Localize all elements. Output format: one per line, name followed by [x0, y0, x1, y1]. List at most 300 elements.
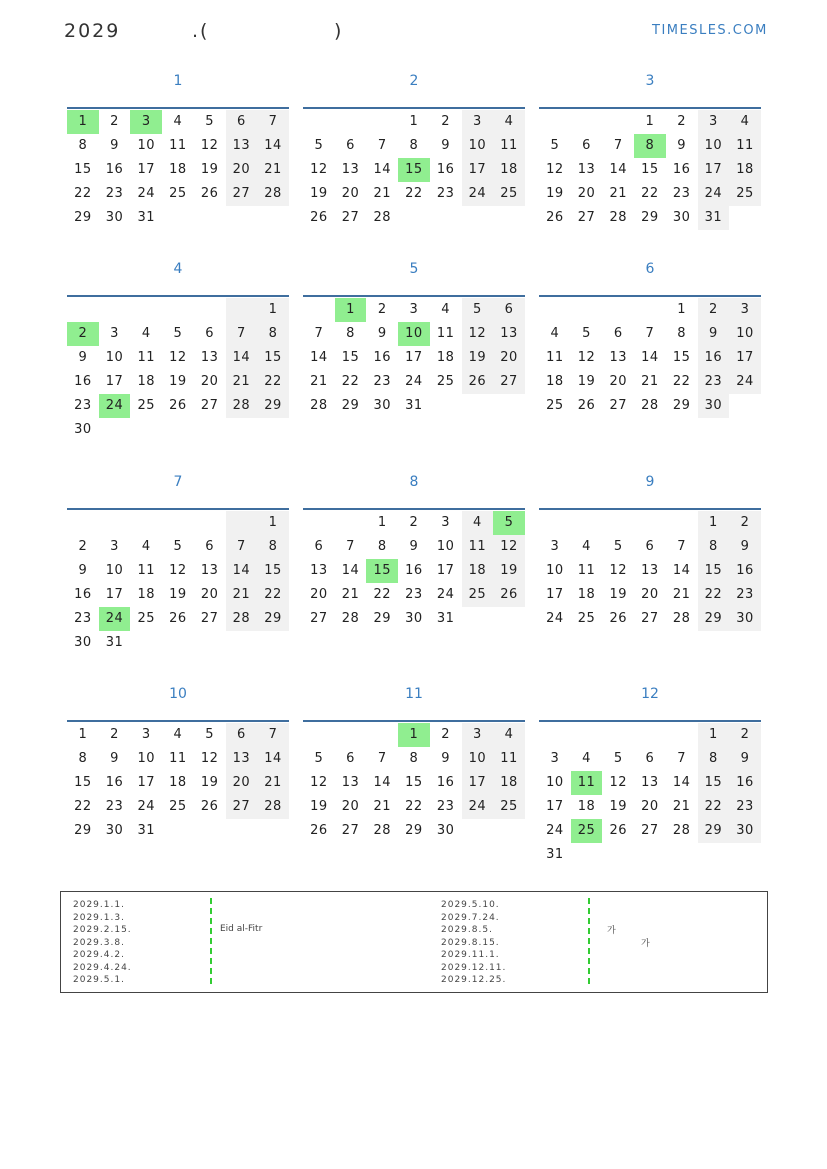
month-grid: [67, 720, 289, 838]
calendar-day: 25: [462, 583, 494, 607]
calendar-day: 26: [577, 398, 596, 413]
calendar-day: 20: [609, 374, 627, 389]
calendar-day: 9: [78, 563, 88, 578]
calendar-day: 21: [341, 587, 360, 602]
calendar-day: 21: [373, 186, 391, 201]
calendar-day: 29: [672, 398, 691, 413]
calendar-day: 19: [462, 346, 494, 370]
holiday-day: 15: [366, 559, 398, 583]
calendar-day: 11: [169, 138, 187, 153]
month-grid: [539, 508, 761, 626]
calendar-day: 15: [341, 350, 360, 365]
calendar-day: 22: [698, 795, 730, 819]
calendar-day: 16: [729, 559, 761, 583]
calendar-day: 3: [550, 751, 560, 766]
calendar-day: 6: [582, 138, 591, 153]
calendar-day: 17: [462, 158, 494, 182]
calendar-day: 16: [436, 775, 455, 790]
holiday-day: 1: [335, 298, 367, 322]
calendar-day: 23: [373, 374, 391, 389]
calendar-day: 26: [609, 611, 627, 626]
calendar-day: 4: [141, 326, 151, 341]
holiday-day: 5: [493, 511, 525, 535]
calendar-day: 13: [226, 747, 258, 771]
calendar-day: 26: [609, 823, 627, 838]
calendar-day: 28: [310, 398, 328, 413]
month-title: 2: [409, 73, 419, 89]
calendar-day: 28: [341, 611, 360, 626]
calendar-day: 9: [698, 322, 730, 346]
calendar-day: 24: [729, 370, 761, 394]
legend-right-dates: [441, 899, 506, 987]
calendar-day: 12: [310, 775, 328, 790]
calendar-day: 29: [257, 394, 289, 418]
calendar-day: 30: [105, 210, 124, 225]
calendar-day: 17: [137, 162, 155, 177]
calendar-day: 15: [641, 162, 659, 177]
calendar-day: 13: [200, 350, 219, 365]
calendar-day: 21: [226, 370, 258, 394]
calendar-day: 13: [493, 322, 525, 346]
calendar-day: 10: [462, 747, 494, 771]
brand-logo-link[interactable]: TIMESLES.COM: [652, 23, 768, 38]
calendar-day: 11: [493, 747, 525, 771]
calendar-day: 29: [405, 823, 423, 838]
calendar-day: 5: [550, 138, 560, 153]
legend-right-note-2: 가: [641, 939, 650, 949]
month-grid: [303, 720, 525, 838]
calendar-day: 17: [436, 563, 455, 578]
calendar-day: 18: [729, 158, 761, 182]
calendar-day: 6: [493, 298, 525, 322]
legend-right-note-1: 가: [607, 926, 616, 936]
month-title: 5: [409, 261, 419, 277]
calendar-day: 2: [441, 727, 451, 742]
calendar-day: 24: [436, 587, 455, 602]
calendar-day: 13: [641, 775, 659, 790]
calendar-day: 26: [169, 611, 187, 626]
calendar-day: 25: [729, 182, 761, 206]
calendar-day: 16: [74, 374, 92, 389]
calendar-day: 25: [137, 611, 155, 626]
calendar-day: 19: [200, 775, 219, 790]
calendar-day: 7: [677, 539, 687, 554]
calendar-day: 29: [341, 398, 360, 413]
calendar-day: 26: [200, 186, 219, 201]
calendar-day: 11: [493, 134, 525, 158]
calendar-day: 10: [729, 322, 761, 346]
calendar-day: 31: [698, 206, 730, 230]
calendar-day: 22: [698, 583, 730, 607]
calendar-day: 18: [169, 775, 187, 790]
calendar-day: 12: [609, 563, 627, 578]
legend-right-date: 2029.11.1.: [441, 950, 500, 960]
calendar-day: 17: [462, 771, 494, 795]
calendar-day: 16: [436, 162, 455, 177]
calendar-day: 8: [409, 751, 419, 766]
calendar-day: 24: [137, 186, 155, 201]
legend-right-date: 2029.7.24.: [441, 912, 500, 923]
calendar-day: 10: [137, 751, 155, 766]
calendar-day: 4: [729, 110, 761, 134]
calendar-day: 9: [729, 535, 761, 559]
calendar-day: 11: [577, 563, 596, 578]
calendar-day: 17: [546, 799, 564, 814]
calendar-day: 12: [200, 751, 219, 766]
calendar-day: 27: [577, 210, 596, 225]
calendar-day: 19: [200, 162, 219, 177]
calendar-day: 27: [200, 398, 219, 413]
calendar-day: 23: [105, 799, 124, 814]
calendar-day: 7: [257, 110, 289, 134]
calendar-day: 6: [645, 539, 655, 554]
calendar-day: 18: [546, 374, 564, 389]
calendar-day: 29: [74, 823, 92, 838]
legend-left-divider: [210, 898, 214, 984]
calendar-day: 3: [462, 723, 494, 747]
calendar-day: 11: [436, 326, 455, 341]
calendar-day: 2: [78, 539, 88, 554]
calendar-day: 6: [346, 138, 355, 153]
calendar-day: 15: [74, 775, 92, 790]
calendar-day: 29: [74, 210, 92, 225]
calendar-day: 7: [377, 138, 387, 153]
calendar-day: 1: [78, 727, 88, 742]
calendar-day: 28: [672, 823, 691, 838]
calendar-day: 21: [672, 587, 691, 602]
page-header: [64, 20, 344, 42]
calendar-day: 4: [462, 511, 494, 535]
calendar-day: 22: [405, 186, 423, 201]
calendar-day: 14: [641, 350, 659, 365]
holiday-day: 8: [634, 134, 666, 158]
legend-left-date: 2029.1.1.: [73, 900, 125, 910]
calendar-day: 25: [493, 795, 525, 819]
calendar-day: 25: [436, 374, 455, 389]
calendar-day: 15: [698, 559, 730, 583]
calendar-day: 21: [672, 799, 691, 814]
calendar-day: 3: [141, 727, 151, 742]
calendar-day: 19: [546, 186, 564, 201]
calendar-day: 5: [613, 539, 623, 554]
calendar-day: 19: [169, 374, 187, 389]
calendar-day: 6: [205, 539, 215, 554]
calendar-day: 28: [226, 394, 258, 418]
calendar-day: 13: [226, 134, 258, 158]
calendar-day: 24: [405, 374, 423, 389]
month-title: 8: [409, 474, 419, 490]
month-title: 6: [645, 261, 655, 277]
calendar-day: 26: [546, 210, 564, 225]
month-grid: [303, 295, 525, 413]
calendar-day: 9: [409, 539, 419, 554]
month-grid: [539, 720, 761, 862]
calendar-day: 11: [729, 134, 761, 158]
holiday-legend: [60, 891, 768, 993]
calendar-day: 27: [641, 823, 659, 838]
header-year: 2029: [64, 20, 121, 42]
calendar-day: 19: [169, 587, 187, 602]
calendar-day: 23: [698, 370, 730, 394]
calendar-day: 6: [314, 539, 324, 554]
month-title: 12: [641, 686, 659, 702]
calendar-day: 20: [200, 587, 219, 602]
legend-right-date: 2029.12.25.: [441, 975, 507, 985]
calendar-day: 6: [613, 326, 623, 341]
calendar-day: 16: [405, 563, 423, 578]
holiday-day: 2: [67, 322, 99, 346]
calendar-day: 6: [645, 751, 655, 766]
month-grid: [539, 295, 761, 413]
calendar-day: 18: [436, 350, 455, 365]
calendar-day: 5: [462, 298, 494, 322]
holiday-day: 24: [99, 394, 131, 418]
calendar-day: 7: [226, 322, 258, 346]
calendar-day: 10: [105, 563, 124, 578]
calendar-day: 31: [546, 847, 564, 862]
legend-left-date: 2029.1.3.: [73, 912, 125, 923]
calendar-day: 2: [729, 723, 761, 747]
calendar-day: 28: [257, 795, 289, 819]
calendar-day: 16: [729, 771, 761, 795]
month-grid: [67, 107, 289, 225]
calendar-day: 8: [257, 535, 289, 559]
calendar-day: 28: [373, 823, 391, 838]
calendar-day: 10: [546, 563, 564, 578]
calendar-day: 17: [729, 346, 761, 370]
calendar-day: 8: [677, 326, 687, 341]
calendar-day: 10: [462, 134, 494, 158]
calendar-day: 20: [341, 186, 360, 201]
calendar-day: 26: [310, 210, 328, 225]
calendar-day: 23: [672, 186, 691, 201]
calendar-day: 11: [137, 563, 155, 578]
calendar-day: 24: [462, 795, 494, 819]
legend-right-date: 2029.12.11.: [441, 962, 507, 973]
calendar-day: 19: [577, 374, 596, 389]
holiday-day: 25: [571, 819, 603, 843]
legend-left-date: 2029.3.8.: [73, 937, 125, 948]
calendar-day: 8: [698, 535, 730, 559]
holiday-day: 3: [130, 110, 162, 134]
calendar-day: 1: [677, 302, 687, 317]
calendar-day: 31: [137, 823, 155, 838]
legend-right-date: 2029.5.10.: [441, 900, 500, 910]
calendar-day: 4: [493, 723, 525, 747]
calendar-day: 8: [377, 539, 387, 554]
calendar-day: 5: [582, 326, 591, 341]
calendar-day: 7: [377, 751, 387, 766]
calendar-day: 30: [729, 607, 761, 631]
calendar-day: 24: [137, 799, 155, 814]
calendar-day: 21: [310, 374, 328, 389]
calendar-day: 12: [462, 322, 494, 346]
calendar-day: 16: [105, 162, 124, 177]
calendar-day: 22: [641, 186, 659, 201]
calendar-day: 21: [641, 374, 659, 389]
calendar-day: 17: [698, 158, 730, 182]
calendar-day: 3: [110, 539, 119, 554]
weekend-blank: [226, 298, 258, 322]
calendar-day: 5: [314, 138, 324, 153]
calendar-day: 8: [257, 322, 289, 346]
calendar-day: 16: [373, 350, 391, 365]
calendar-day: 26: [310, 823, 328, 838]
calendar-day: 9: [729, 747, 761, 771]
calendar-day: 30: [105, 823, 124, 838]
calendar-day: 27: [310, 611, 328, 626]
month-title: 10: [169, 686, 187, 702]
calendar-day: 15: [672, 350, 691, 365]
calendar-day: 28: [226, 607, 258, 631]
calendar-day: 18: [137, 374, 155, 389]
month-grid: [303, 508, 525, 626]
month-title: 7: [173, 474, 183, 490]
calendar-day: 31: [436, 611, 455, 626]
legend-left-note: Eid al-Fitr: [220, 924, 263, 934]
calendar-day: 3: [110, 326, 119, 341]
calendar-day: 21: [373, 799, 391, 814]
calendar-day: 2: [441, 114, 451, 129]
calendar-day: 18: [577, 587, 596, 602]
calendar-day: 18: [462, 559, 494, 583]
calendar-day: 19: [609, 799, 627, 814]
calendar-day: 1: [257, 298, 289, 322]
calendar-day: 4: [550, 326, 560, 341]
calendar-day: 3: [729, 298, 761, 322]
calendar-day: 20: [641, 587, 659, 602]
calendar-day: 5: [613, 751, 623, 766]
calendar-day: 23: [436, 799, 455, 814]
calendar-day: 17: [105, 587, 124, 602]
calendar-day: 8: [78, 138, 88, 153]
calendar-day: 12: [169, 350, 187, 365]
calendar-day: 9: [377, 326, 387, 341]
holiday-day: 1: [398, 723, 430, 747]
calendar-day: 9: [441, 138, 451, 153]
calendar-day: 27: [341, 823, 360, 838]
calendar-day: 6: [205, 326, 215, 341]
calendar-day: 22: [341, 374, 360, 389]
calendar-day: 12: [169, 563, 187, 578]
calendar-day: 30: [373, 398, 391, 413]
calendar-day: 24: [546, 611, 564, 626]
calendar-day: 7: [677, 751, 687, 766]
calendar-day: 22: [74, 186, 92, 201]
month-title: 3: [645, 73, 655, 89]
calendar-day: 23: [405, 587, 423, 602]
calendar-day: 20: [341, 799, 360, 814]
calendar-day: 11: [462, 535, 494, 559]
calendar-day: 14: [257, 747, 289, 771]
calendar-day: 6: [226, 110, 258, 134]
calendar-day: 22: [257, 583, 289, 607]
holiday-day: 24: [99, 607, 131, 631]
calendar-day: 12: [577, 350, 596, 365]
calendar-day: 1: [645, 114, 655, 129]
calendar-day: 4: [173, 114, 183, 129]
calendar-day: 29: [698, 819, 730, 843]
calendar-day: 23: [729, 795, 761, 819]
calendar-day: 5: [314, 751, 324, 766]
month-title: 1: [173, 73, 183, 89]
calendar-day: 22: [373, 587, 391, 602]
calendar-day: 3: [698, 110, 730, 134]
calendar-day: 20: [641, 799, 659, 814]
calendar-day: 21: [609, 186, 627, 201]
calendar-day: 8: [698, 747, 730, 771]
month-grid: [67, 295, 289, 437]
calendar-day: 23: [729, 583, 761, 607]
holiday-day: 10: [398, 322, 430, 346]
calendar-day: 14: [609, 162, 627, 177]
calendar-day: 25: [577, 611, 596, 626]
calendar-day: 15: [405, 775, 423, 790]
calendar-day: 27: [226, 795, 258, 819]
calendar-day: 15: [257, 559, 289, 583]
calendar-day: 30: [74, 635, 92, 650]
calendar-day: 14: [672, 563, 691, 578]
calendar-day: 2: [110, 114, 119, 129]
calendar-day: 27: [200, 611, 219, 626]
calendar-day: 6: [346, 751, 355, 766]
calendar-day: 15: [257, 346, 289, 370]
calendar-day: 4: [582, 751, 591, 766]
legend-right-date: 2029.8.15.: [441, 937, 500, 948]
calendar-day: 2: [729, 511, 761, 535]
calendar-day: 9: [441, 751, 451, 766]
calendar-day: 16: [698, 346, 730, 370]
calendar-day: 2: [409, 515, 419, 530]
calendar-day: 24: [546, 823, 564, 838]
legend-left-date: 2029.2.15.: [73, 925, 132, 935]
calendar-day: 23: [436, 186, 455, 201]
calendar-day: 3: [462, 110, 494, 134]
legend-left-dates: [73, 899, 132, 987]
calendar-day: 1: [409, 114, 419, 129]
calendar-day: 15: [74, 162, 92, 177]
calendar-day: 4: [173, 727, 183, 742]
calendar-day: 28: [609, 210, 627, 225]
calendar-day: 15: [698, 771, 730, 795]
calendar-day: 18: [137, 587, 155, 602]
calendar-day: 13: [310, 563, 328, 578]
calendar-day: 14: [373, 162, 391, 177]
calendar-day: 30: [405, 611, 423, 626]
calendar-day: 27: [609, 398, 627, 413]
calendar-day: 14: [672, 775, 691, 790]
calendar-day: 19: [310, 799, 328, 814]
calendar-day: 22: [672, 374, 691, 389]
calendar-day: 25: [546, 398, 564, 413]
calendar-day: 19: [493, 559, 525, 583]
holiday-day: 15: [398, 158, 430, 182]
calendar-day: 13: [641, 563, 659, 578]
month-title: 11: [405, 686, 423, 702]
calendar-day: 11: [137, 350, 155, 365]
calendar-day: 7: [226, 535, 258, 559]
calendar-day: 28: [641, 398, 659, 413]
calendar-day: 12: [310, 162, 328, 177]
calendar-day: 20: [200, 374, 219, 389]
calendar-day: 11: [546, 350, 564, 365]
calendar-day: 20: [310, 587, 328, 602]
calendar-day: 22: [257, 370, 289, 394]
calendar-day: 21: [226, 583, 258, 607]
calendar-day: 5: [173, 326, 183, 341]
calendar-day: 28: [257, 182, 289, 206]
month-grid: [67, 508, 289, 650]
